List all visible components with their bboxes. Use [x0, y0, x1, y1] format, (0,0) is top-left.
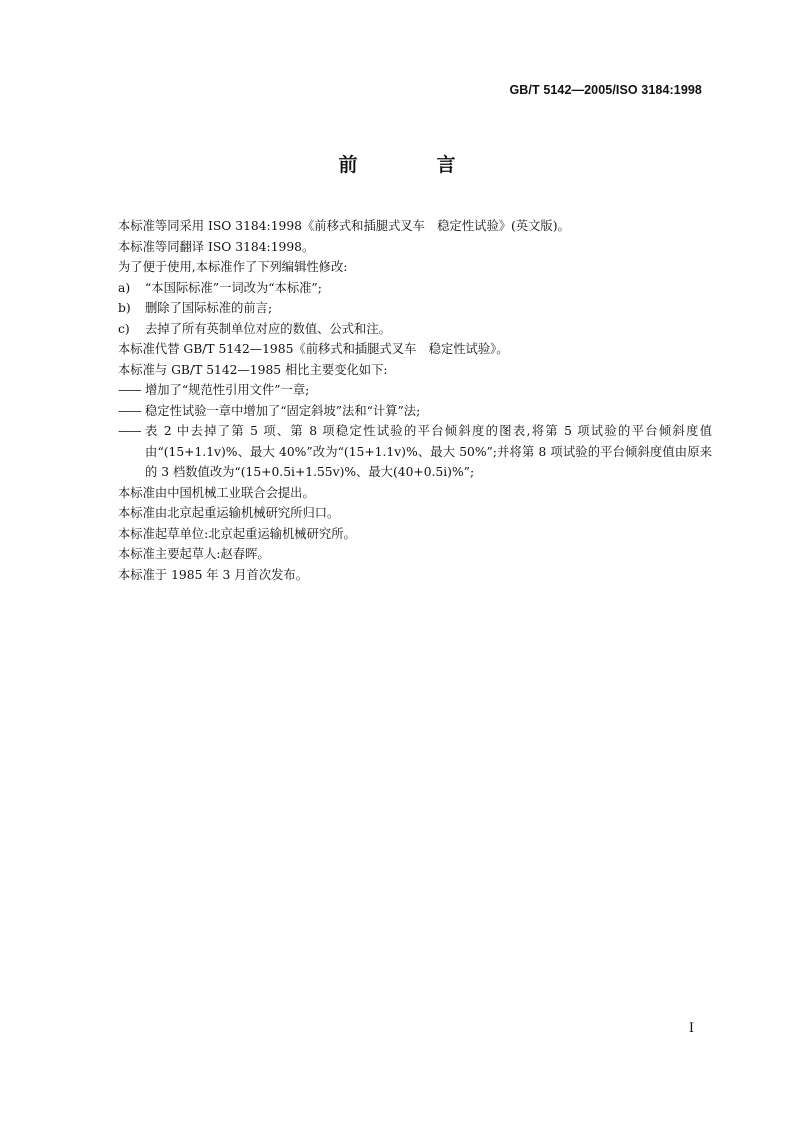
paragraph-translation: 本标准等同翻译 ISO 3184:1998。 [118, 239, 315, 254]
dash-marker: —— [118, 424, 141, 438]
list-item [118, 278, 712, 299]
change-item-text: 稳定性试验一章中增加了“固定斜坡”法和“计算”法; [145, 403, 421, 418]
paragraph-edits-intro: 为了便于使用,本标准作了下列编辑性修改: [118, 260, 348, 274]
foreword-body [118, 216, 712, 585]
list-marker: b) [118, 301, 131, 315]
paragraph-adoption: 本标准等同采用 ISO 3184:1998《前移式和插腿式叉车 稳定性试验》(英文版)。 [118, 219, 570, 233]
paragraph-changes-intro: 本标准与 GB/T 5142—1985 相比主要变化如下: [118, 362, 388, 377]
list-item [118, 298, 712, 319]
change-item [118, 401, 712, 422]
page-number: I [688, 1021, 694, 1036]
paragraph-first-issue: 本标准于 1985 年 3 月首次发布。 [118, 567, 309, 582]
list-item [118, 319, 712, 340]
dash-marker: —— [118, 383, 141, 397]
change-item [118, 380, 712, 401]
change-item-text: 增加了“规范性引用文件”一章; [145, 383, 310, 397]
change-item [118, 421, 712, 483]
list-marker: a) [118, 280, 131, 295]
list-item-text: 删除了国际标准的前言; [145, 301, 273, 315]
standard-code-header: GB/T 5142—2005/ISO 3184:1998 [509, 83, 702, 97]
dash-marker: —— [118, 403, 141, 418]
list-item-text: “本国际标准”一词改为“本标准”; [145, 280, 322, 295]
paragraph-centralized-by: 本标准由北京起重运输机械研究所归口。 [118, 506, 340, 520]
paragraph-main-drafter: 本标准主要起草人:赵春晖。 [118, 547, 270, 561]
paragraph-proposed-by: 本标准由中国机械工业联合会提出。 [118, 485, 315, 500]
list-item-text: 去掉了所有英制单位对应的数值、公式和注。 [145, 321, 391, 336]
page-title: 前 言 [338, 154, 486, 176]
paragraph-replaces: 本标准代替 GB/T 5142—1985《前移式和插腿式叉车 稳定性试验》。 [118, 342, 509, 356]
list-marker: c) [118, 321, 130, 336]
change-item-text: 表 2 中去掉了第 5 项、第 8 项稳定性试验的平台倾斜度的图表,将第 5 项试验的平台倾斜度值由“(15+1.1v)%、最大 40%”改为“(15+1.1v)%、最大 50%”;并将第 8 项试验的平台倾斜度值由原来的 3 档数值改为“(15+0.5i+1.55v)%、最大(40+0.5i)%”; [145, 424, 712, 479]
paragraph-drafting-unit: 本标准起草单位:北京起重运输机械研究所。 [118, 526, 356, 541]
